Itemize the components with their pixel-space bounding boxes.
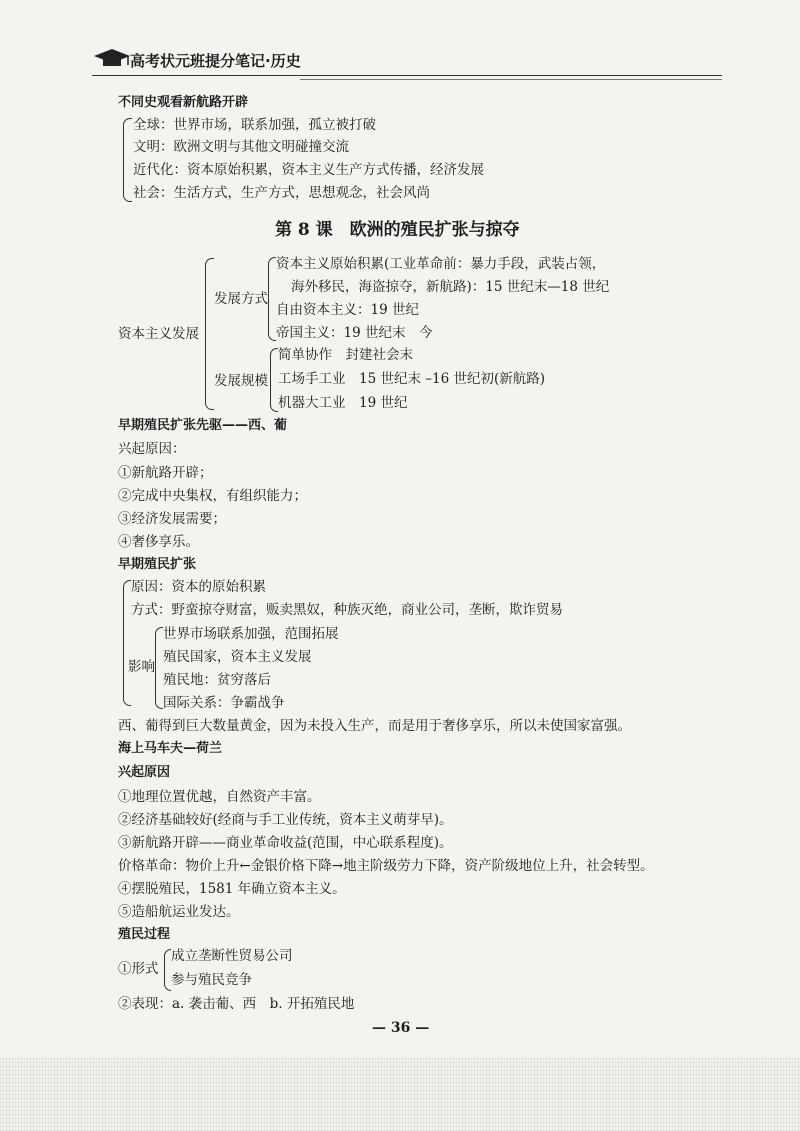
list-item: ①地理位置优越，自然资产丰富。 [118, 789, 321, 805]
list-item: 参与殖民竞争 [171, 972, 252, 988]
list-item: 世界市场联系加强，范围拓展 [163, 626, 339, 642]
tree-item: 资本主义原始积累(工业革命前：暴力手段，武装占领， [276, 256, 606, 272]
brace [155, 627, 163, 709]
brace [123, 118, 132, 202]
list-item: ③新航路开辟——商业革命收益(范围，中心联系程度)。 [118, 835, 453, 851]
list-item: 近代化：资本原始积累，资本主义生产方式传播，经济发展 [133, 162, 484, 178]
form-label: ①形式 [118, 961, 159, 977]
list-item: ⑤造船航运业发达。 [118, 904, 240, 920]
tree-item: 自由资本主义：19 世纪 [276, 302, 419, 318]
section-heading: 早期殖民扩张先驱——西、葡 [118, 418, 288, 433]
list-item: ③经济发展需要； [118, 511, 226, 527]
tree-item: 工场手工业 15 世纪末 –16 世纪初(新航路) [278, 371, 546, 387]
tree-branch-label: 发展方式 [214, 291, 268, 307]
brace [270, 348, 278, 412]
tree-root: 资本主义发展 [118, 326, 199, 342]
list-item: 殖民国家，资本主义发展 [163, 649, 312, 665]
scan-noise [0, 1058, 800, 1131]
section-subheading: 兴起原因： [118, 441, 186, 457]
list-item: 价格革命：物价上升←金银价格下降→地主阶级劳力下降，资产阶级地位上升，社会转型。 [118, 858, 654, 874]
section-heading: 海上马车夫—荷兰 [118, 741, 223, 756]
brace [164, 949, 171, 991]
list-item: ④摆脱殖民，1581 年确立资本主义。 [118, 881, 346, 897]
brace [268, 257, 276, 341]
section-subheading: 兴起原因 [118, 765, 171, 780]
list-item: 全球：世界市场，联系加强，孤立被打破 [133, 117, 376, 133]
tree-item: 简单协作 封建社会末 [278, 347, 413, 363]
tree-item: 机器大工业 19 世纪 [278, 395, 408, 411]
list-item: ①新航路开辟； [118, 465, 213, 481]
list-item: 原因：资本的原始积累 [131, 579, 266, 595]
header-rule [92, 75, 722, 76]
tree-item: 海外移民，海盗掠夺，新航路)：15 世纪末—18 世纪 [291, 279, 610, 295]
note-text: 西、葡得到巨大数量黄金，因为未投入生产，而是用于奢侈享乐，所以未使国家富强。 [118, 718, 631, 734]
section-heading: 殖民过程 [118, 927, 171, 942]
header-rule-secondary [300, 79, 722, 80]
list-item: 社会：生活方式，生产方式，思想观念，社会风尚 [133, 185, 430, 201]
section-heading: 不同史观看新航路开辟 [118, 95, 249, 110]
lesson-title: 第 8 课 欧洲的殖民扩张与掠夺 [275, 220, 520, 240]
brace [123, 580, 131, 706]
impact-label: 影响 [128, 659, 155, 675]
list-item: ②经济基础较好(经商与手工业传统，资本主义萌芽早)。 [118, 812, 453, 828]
list-item: ④奢侈享乐。 [118, 534, 199, 550]
page-number: — 36 — [372, 1020, 430, 1036]
list-item: ②完成中央集权，有组织能力； [118, 488, 307, 504]
list-item: ②表现：a. 袭击葡、西 b. 开拓殖民地 [118, 996, 355, 1012]
list-item: 成立垄断性贸易公司 [171, 948, 293, 964]
tree-item: 帝国主义：19 世纪末 今 [276, 325, 433, 341]
list-item: 文明：欧洲文明与其他文明碰撞交流 [133, 139, 349, 155]
tree-branch-label: 发展规模 [214, 373, 268, 389]
header-title: 高考状元班提分笔记·历史 [130, 52, 301, 70]
brace [205, 258, 214, 410]
graduation-cap-icon [92, 47, 132, 69]
list-item: 殖民地：贫穷落后 [163, 672, 271, 688]
list-item: 国际关系：争霸战争 [163, 695, 285, 711]
section-heading: 早期殖民扩张 [118, 557, 197, 572]
list-item: 方式：野蛮掠夺财富，贩卖黑奴，种族灭绝，商业公司，垄断，欺诈贸易 [131, 602, 563, 618]
